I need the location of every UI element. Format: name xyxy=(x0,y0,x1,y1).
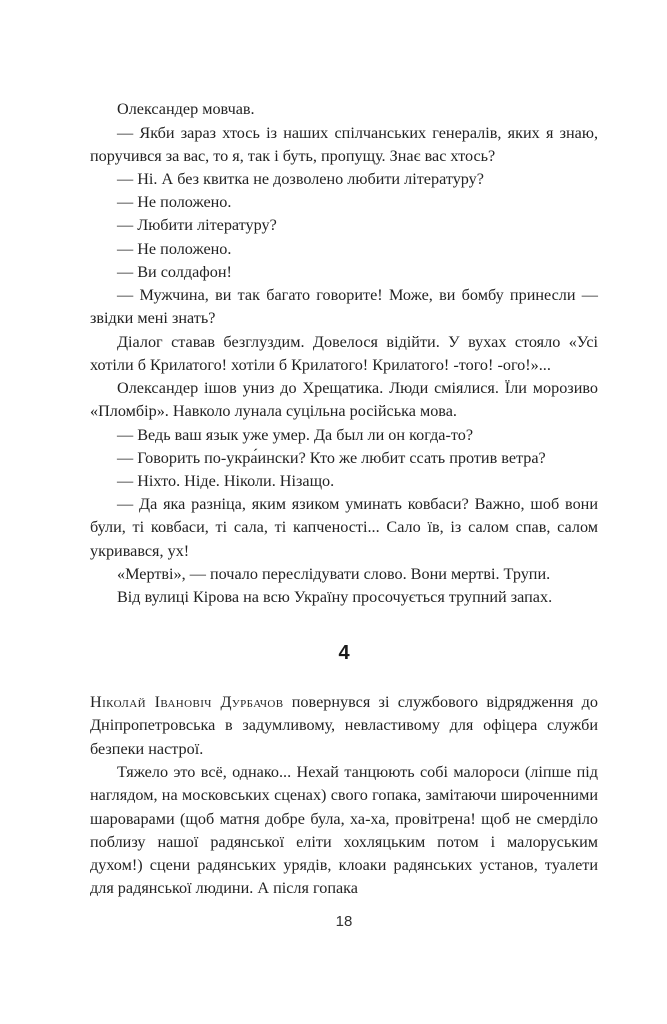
paragraph: Від вулиці Кірова на всю Україну просочується трупний запах. xyxy=(117,588,553,606)
chapter-opening-text: повернувся зі службового відрядження до Дніпропетровська в задумливому, невластивому для офіцера служби безпеки настрої. xyxy=(90,693,599,758)
page-number: 18 xyxy=(335,913,353,930)
book-page xyxy=(90,0,598,1024)
paragraph: «Мертві», — почало переслідувати слово. Вони мертві. Трупи. xyxy=(117,565,551,583)
paragraph: — Ніхто. Ніде. Ніколи. Нізащо. xyxy=(117,472,335,490)
paragraph: — Якби зараз хтось із наших спілчанських генералів, яких я знаю, поручився за вас, то я, так і буть, пропущу. Знає вас хтось? xyxy=(90,124,598,166)
paragraph: Діалог ставав безглуздим. Довелося відійти. У вухах стояло «Усі хотіли б Крилатого! хотіли б Крилатого! Крилатого! -того! -ого!»... xyxy=(90,333,598,375)
paragraph: — Мужчина, ви так багато говорите! Може, ви бомбу принесли — звідки мені знать? xyxy=(90,286,598,328)
paragraph: — Говорить по-укра́ински? Кто же любит ссать против ветра? xyxy=(117,449,546,467)
paragraph: — Не положено. xyxy=(117,193,232,211)
paragraph: — Ні. А без квитка не дозволено любити літературу? xyxy=(117,170,484,188)
paragraph: — Ведь ваш язык уже умер. Да был ли он когда-то? xyxy=(117,426,474,444)
chapter-opening-paragraph xyxy=(90,691,598,761)
character-name: Ніколай Івановіч Дурбачов xyxy=(90,693,284,711)
paragraph: Олександер ішов униз до Хрещатика. Люди сміялися. Їли морозиво «Пломбір». Навколо лунала суцільна російська мова. xyxy=(90,379,598,421)
paragraph: Олександер мовчав. xyxy=(117,100,255,118)
chapter-heading: 4 xyxy=(338,642,350,664)
paragraph: — Не положено. xyxy=(117,240,232,258)
paragraph: — Ви солдафон! xyxy=(117,263,232,281)
paragraph: — Да яка разніца, яким язиком уминать ковбаси? Важно, шоб вони були, ті ковбаси, ті сала, ті капченості... Сало їв, із салом спав, салом укривався, ух! xyxy=(90,495,598,560)
paragraph: Тяжело это всё, однако... Нехай танцюють собі малороси (ліпше під наглядом, на московських сценах) свого гопака, замітаючи широченними шароварами (щоб матня добре була, ха-ха, провітрена! щоб не смерділо поблизу нашої радянської еліти хохляцьким потом і малоруським духом!) сцени радянських урядів, клоаки радянських установ, туалети для радянської людини. А після гопака xyxy=(90,763,598,898)
paragraph: — Любити літературу? xyxy=(117,216,277,234)
